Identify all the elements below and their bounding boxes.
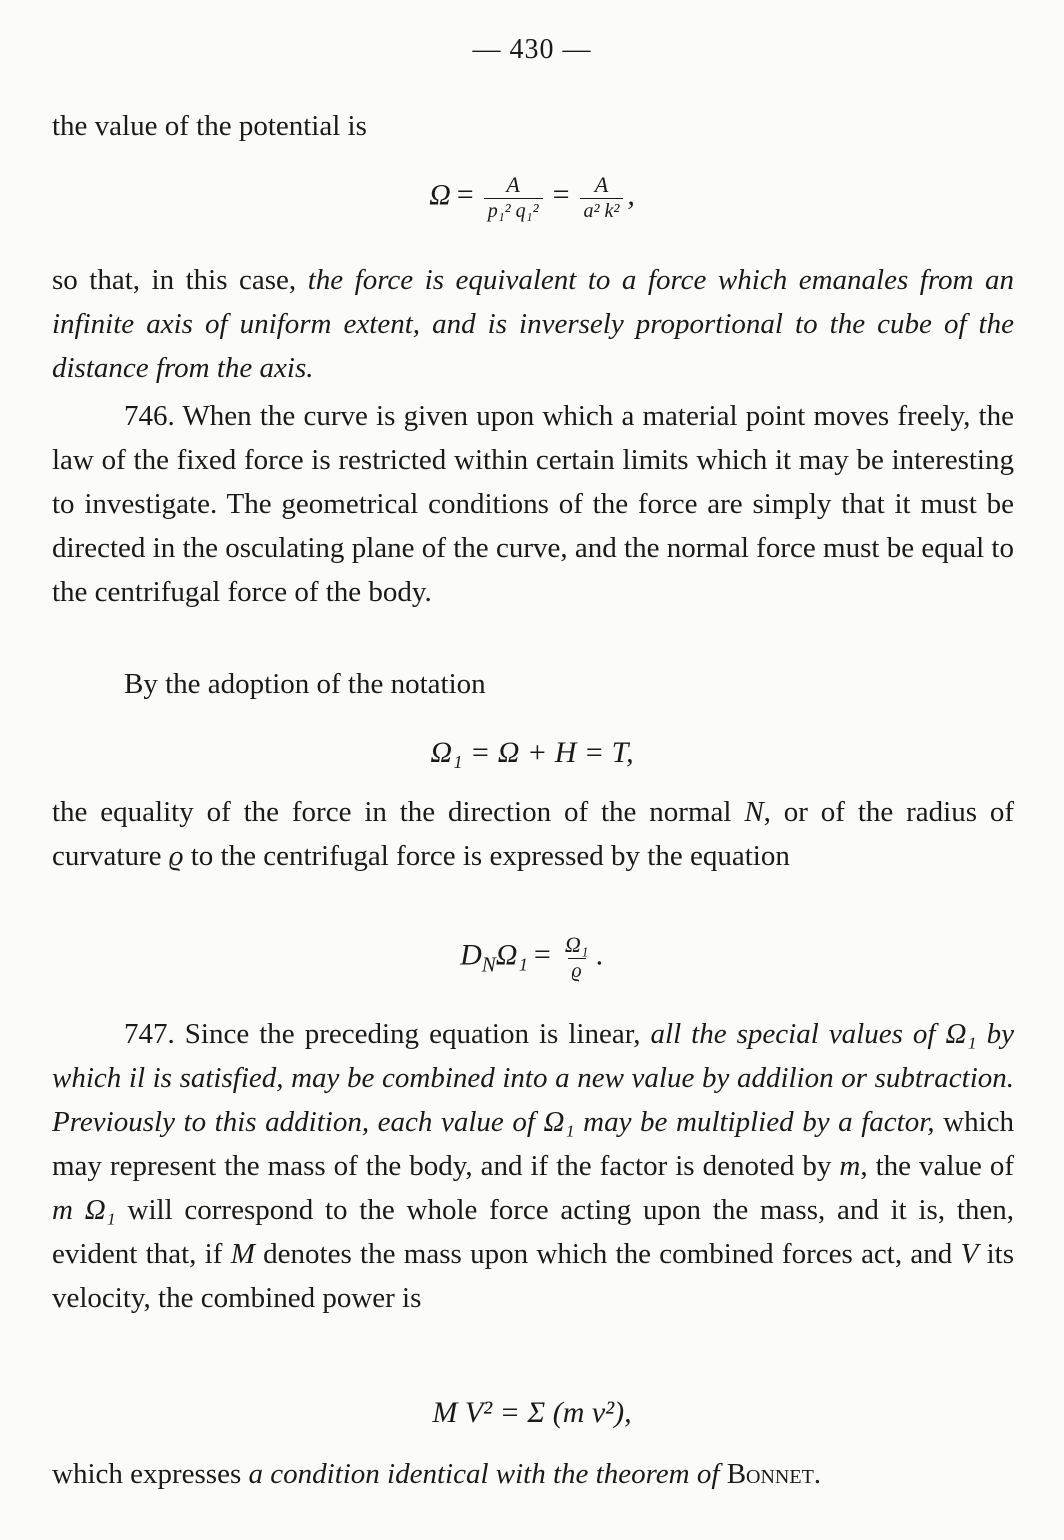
paragraph-intro	[52, 104, 1014, 148]
p6-s6: its velocity, the combined power is	[52, 1238, 1014, 1314]
paragraph-bonnet	[52, 1452, 1014, 1496]
p6-s1: 747. Since the preceding equation is linear,	[124, 1018, 641, 1050]
eq3-fraction	[561, 932, 593, 983]
p6-s2: which may represent the mass of the body, and if the factor is denoted by	[52, 1106, 1015, 1182]
equation-omega1	[0, 736, 1064, 770]
eq1-f1-den: p₁² q₁²	[484, 198, 543, 223]
p7-name: Bonnet.	[726, 1458, 822, 1490]
eq1-fraction-2	[580, 172, 624, 223]
eq1-f2-den: a² k²	[580, 198, 624, 223]
p5-N: N	[744, 796, 764, 828]
p6-M: M	[230, 1238, 255, 1270]
eq1-equals-1: =	[456, 178, 474, 212]
paragraph-equality	[52, 790, 1014, 878]
paragraph-force-equivalent	[52, 258, 1014, 390]
p6-s4: will correspond to the whole force acting upon the mass, and it is, then, evident that, if	[52, 1194, 1015, 1270]
page-number: — 430 —	[472, 34, 592, 65]
p5-c: to the centrifugal force is expressed by the equation	[190, 840, 790, 872]
intro-text: the value of the potential is	[52, 110, 367, 142]
p7-italic: a condition identical with the theorem of	[248, 1458, 720, 1490]
eq4-text: M V² = Σ (m v²),	[432, 1396, 632, 1429]
p7-lead: which expresses	[52, 1458, 242, 1490]
eq1-lhs: Ω	[429, 178, 451, 212]
p6-i1: all the special values of Ω₁ by which il is satisfied, may be combined into a new value by addilion or subtraction. Previously to this addition, each value of Ω₁ may be multiplied by a factor,	[52, 1018, 1014, 1138]
p4-text: By the adoption of the notation	[124, 668, 486, 700]
p3-text: 746. When the curve is given upon which a material point moves freely, the law of the fixed force is restricted within certain limits which it may be interesting to investigate. The geometrical conditions of the force are simply that it must be directed in the osculating plane of the curve, and the normal force must be equal to the centrifugal force of the body.	[52, 400, 1014, 608]
eq3-f-num: Ω₁	[564, 932, 589, 957]
paragraph-747	[52, 1012, 1014, 1320]
eq3-omega: Ω₁	[495, 938, 528, 972]
p5-a: the equality of the force in the direction of the normal	[52, 796, 732, 828]
eq1-f2-num: A	[594, 172, 609, 197]
eq3-f-den: ϱ	[568, 958, 586, 983]
eq1-equals-2: =	[552, 178, 570, 212]
eq3-lhs-sub: N	[481, 952, 496, 977]
eq3-lhs: D	[460, 938, 482, 972]
p6-m: m	[839, 1150, 861, 1182]
p2-italic: the force is equivalent to a force which emanales from an infinite axis of uniform extent, and is inversely proportional to the cube of the distance from the axis.	[52, 264, 1014, 384]
p5-rho: ϱ	[168, 840, 184, 872]
equation-potential	[0, 172, 1064, 223]
p2-lead: so that, in this case,	[52, 264, 297, 296]
p6-s5: denotes the mass upon which the combined forces act, and	[263, 1238, 953, 1270]
p5-b: , or of the radius of curvature	[52, 796, 1015, 872]
equation-combined-power	[0, 1396, 1064, 1430]
eq2-text: Ω₁ = Ω + H = T,	[430, 736, 634, 769]
eq3-equals: =	[533, 938, 551, 972]
equation-normal	[0, 932, 1064, 983]
p6-V: V	[960, 1238, 979, 1270]
eq1-f1-num: A	[506, 172, 520, 197]
paragraph-746	[52, 394, 1014, 614]
eq1-punct: ,	[627, 178, 635, 212]
p6-s3: , the value of	[860, 1150, 1015, 1182]
p6-mO: m Ω₁	[52, 1194, 116, 1226]
eq3-punct: .	[596, 938, 604, 972]
paragraph-notation	[52, 662, 1014, 706]
eq1-fraction-1	[484, 172, 543, 223]
